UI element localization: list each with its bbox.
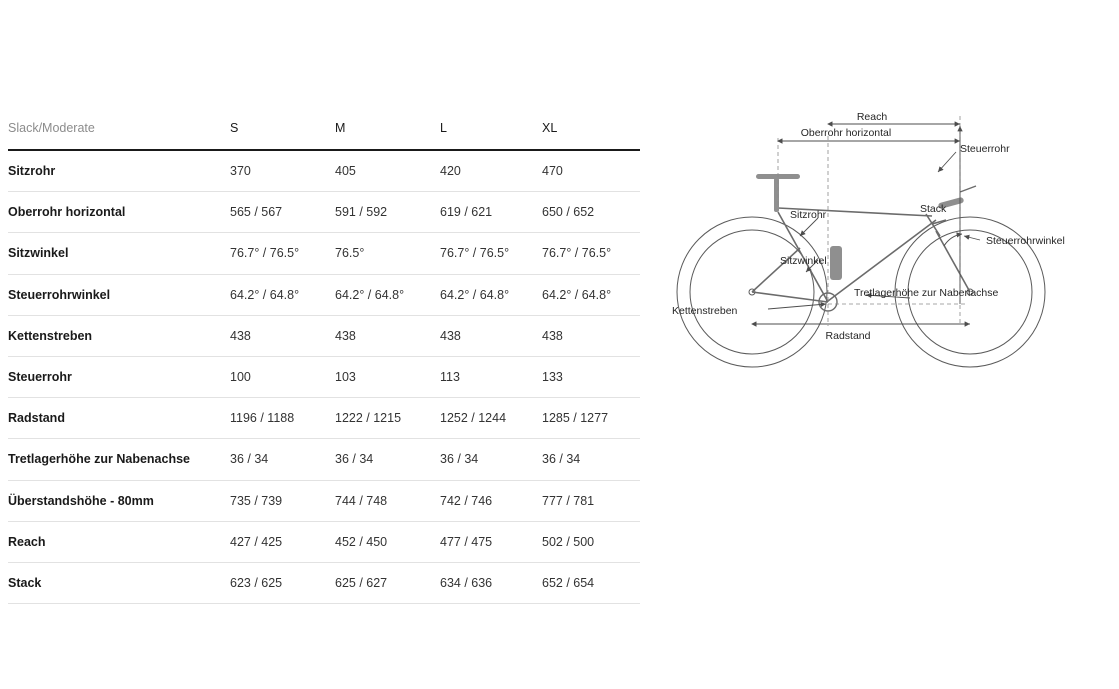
table-row bbox=[8, 150, 640, 192]
table-body bbox=[8, 150, 640, 604]
cell-l: 634 / 636 bbox=[440, 576, 493, 591]
row-label: Überstandshöhe - 80mm bbox=[8, 493, 154, 508]
row-label: Stack bbox=[8, 576, 42, 591]
diagram-label-bbdrop: Tretlagerhöhe zur Nabenachse bbox=[854, 287, 999, 299]
diagram-label-stack: Stack bbox=[920, 203, 947, 215]
cell-s: 427 / 425 bbox=[230, 534, 283, 549]
headtube-leader bbox=[938, 152, 956, 172]
chainstay-leader bbox=[768, 304, 826, 309]
table-row bbox=[8, 192, 640, 233]
cell-s: 64.2° / 64.8° bbox=[230, 287, 300, 302]
cell-l: 420 bbox=[440, 164, 461, 178]
table-header-row bbox=[8, 110, 640, 150]
cell-s: 623 / 625 bbox=[230, 576, 283, 591]
cell-l: 438 bbox=[440, 328, 461, 343]
cell-s: 370 bbox=[230, 164, 251, 178]
row-label: Steuerrohr bbox=[8, 370, 72, 385]
cell-xl: 1285 / 1277 bbox=[542, 411, 609, 426]
row-label: Reach bbox=[8, 534, 46, 549]
row-label: Steuerrohrwinkel bbox=[8, 287, 111, 302]
diagram-label-headangle: Steuerrohrwinkel bbox=[986, 235, 1065, 247]
table-row bbox=[8, 398, 640, 439]
cell-l: 1252 / 1244 bbox=[440, 411, 507, 426]
diagram-label-headtube: Steuerrohr bbox=[960, 143, 1010, 155]
row-label: Sitzwinkel bbox=[8, 246, 69, 261]
cell-xl: 64.2° / 64.8° bbox=[542, 287, 612, 302]
cell-xl: 133 bbox=[542, 370, 563, 385]
row-label: Sitzrohr bbox=[8, 164, 56, 178]
table-row bbox=[8, 315, 640, 356]
cell-m: 591 / 592 bbox=[335, 205, 388, 220]
headangle-arc bbox=[944, 234, 962, 246]
row-label: Radstand bbox=[8, 411, 65, 426]
shock bbox=[830, 246, 842, 280]
cell-m: 103 bbox=[335, 370, 356, 385]
table-row bbox=[8, 274, 640, 315]
diagram-label-wheelbase: Radstand bbox=[825, 330, 871, 342]
header-size-s: S bbox=[230, 120, 239, 135]
cell-xl: 76.7° / 76.5° bbox=[542, 246, 612, 261]
diagram-label-seattube: Sitzrohr bbox=[790, 209, 827, 221]
diagram-label-seatangle: Sitzwinkel bbox=[780, 255, 827, 267]
diagram-label-toptube: Oberrohr horizontal bbox=[800, 127, 892, 139]
diagram-label-reach: Reach bbox=[856, 111, 888, 123]
cell-m: 76.5° bbox=[335, 246, 365, 261]
cell-m: 452 / 450 bbox=[335, 534, 388, 549]
row-label: Tretlagerhöhe zur Nabenachse bbox=[8, 452, 191, 467]
cell-s: 565 / 567 bbox=[230, 205, 283, 220]
cell-m: 1222 / 1215 bbox=[335, 411, 402, 426]
cell-l: 76.7° / 76.5° bbox=[440, 246, 510, 261]
header-size-m: M bbox=[335, 120, 346, 135]
cell-s: 735 / 739 bbox=[230, 493, 283, 508]
cell-m: 36 / 34 bbox=[335, 452, 374, 467]
geometry-table bbox=[8, 110, 640, 604]
cell-l: 742 / 746 bbox=[440, 493, 493, 508]
cell-s: 100 bbox=[230, 370, 251, 385]
cell-xl: 652 / 654 bbox=[542, 576, 595, 591]
cell-s: 36 / 34 bbox=[230, 452, 269, 467]
cell-xl: 650 / 652 bbox=[542, 205, 595, 220]
header-corner-label: Slack/Moderate bbox=[8, 120, 95, 135]
cell-m: 744 / 748 bbox=[335, 493, 388, 508]
cell-l: 619 / 621 bbox=[440, 205, 493, 220]
table-row bbox=[8, 233, 640, 274]
table-row bbox=[8, 439, 640, 480]
cell-l: 64.2° / 64.8° bbox=[440, 287, 510, 302]
table-row bbox=[8, 521, 640, 562]
cell-m: 405 bbox=[335, 164, 356, 178]
cell-m: 438 bbox=[335, 328, 356, 343]
cell-s: 1196 / 1188 bbox=[230, 411, 295, 426]
cell-xl: 502 / 500 bbox=[542, 534, 595, 549]
cell-l: 113 bbox=[440, 370, 460, 385]
header-size-xl: XL bbox=[542, 120, 558, 135]
table-header bbox=[8, 110, 640, 150]
cell-xl: 777 / 781 bbox=[542, 493, 595, 508]
header-size-l: L bbox=[440, 120, 447, 135]
table-row bbox=[8, 357, 640, 398]
cell-l: 36 / 34 bbox=[440, 452, 479, 467]
cell-m: 64.2° / 64.8° bbox=[335, 287, 405, 302]
row-label: Oberrohr horizontal bbox=[8, 205, 126, 220]
cell-m: 625 / 627 bbox=[335, 576, 388, 591]
cell-xl: 36 / 34 bbox=[542, 452, 581, 467]
cell-xl: 438 bbox=[542, 328, 563, 343]
bike-geometry-diagram bbox=[660, 96, 1110, 396]
cell-s: 76.7° / 76.5° bbox=[230, 246, 300, 261]
cell-l: 477 / 475 bbox=[440, 534, 493, 549]
headangle-leader bbox=[964, 236, 980, 240]
frame-chainstay bbox=[752, 292, 828, 302]
frame-fork bbox=[936, 231, 970, 292]
table-row bbox=[8, 563, 640, 604]
table-row bbox=[8, 480, 640, 521]
cell-s: 438 bbox=[230, 328, 251, 343]
diagram-label-chainstay: Kettenstreben bbox=[672, 305, 738, 317]
cell-xl: 470 bbox=[542, 164, 563, 178]
handlebar bbox=[960, 186, 976, 192]
row-label: Kettenstreben bbox=[8, 328, 93, 343]
